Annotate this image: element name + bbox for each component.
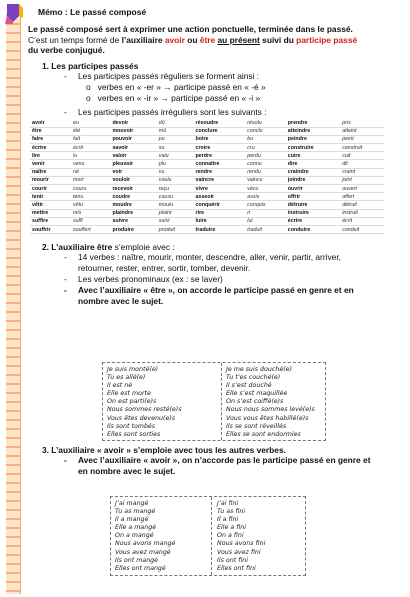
example-line: Elle a fini <box>217 524 247 532</box>
infinitive-cell: conduire <box>286 225 340 233</box>
table-row <box>30 152 384 160</box>
participle-cell: cousu <box>157 193 194 201</box>
participle-cell: conquis <box>245 201 286 209</box>
section-1-heading: 1. Les participes passés <box>42 60 139 71</box>
example-line: Elles ont fini <box>217 564 256 572</box>
example-line: Il est né <box>107 382 133 390</box>
participle-cell: plaint <box>157 209 194 217</box>
participle-cell: bu <box>245 135 286 143</box>
participle-cell: mort <box>71 176 110 184</box>
participle-cell: fait <box>71 135 110 143</box>
participle-cell: vaincu <box>245 176 286 184</box>
etre-verbs-list: - 14 verbes : naître, mourir, monter, descendre, aller, venir, partir, arriver, retourner, rester, entrer, sortir, tomber, devenir. <box>64 252 341 274</box>
example-line: Je suis monté(e) <box>107 366 159 373</box>
infinitive-cell: venir <box>30 160 71 168</box>
intro-line-2: C’est un temps formé de l’auxiliaire avoir ou être au présent suivi du participe passé <box>28 34 358 45</box>
example-line: Tu as mangé <box>115 508 156 516</box>
participle-cell: lu <box>71 152 110 160</box>
table-row <box>30 144 384 152</box>
participle-cell: mû <box>157 127 194 135</box>
participle-cell: peint <box>340 135 384 143</box>
infinitive-cell: instruire <box>286 209 340 217</box>
infinitive-cell: vaincre <box>194 176 246 184</box>
infinitive-cell: connaître <box>194 160 246 168</box>
infinitive-cell: suffire <box>30 217 71 225</box>
infinitive-cell: détruire <box>286 201 340 209</box>
example-line: On a fini <box>217 532 244 540</box>
infinitive-cell: rire <box>194 209 246 217</box>
infinitive-cell: craindre <box>286 168 340 176</box>
table-row <box>30 209 384 217</box>
example-line: J’ai fini <box>217 500 239 507</box>
example-line: Elles sont sorties <box>107 430 161 438</box>
participle-cell: souffert <box>71 225 110 233</box>
table-row <box>30 185 384 193</box>
example-line: J’ai mangé <box>115 500 149 507</box>
participle-cell: pris <box>340 120 384 128</box>
participle-cell: atteint <box>340 127 384 135</box>
table-row <box>30 217 384 225</box>
infinitive-cell: mouvoir <box>110 127 156 135</box>
infinitive-cell: être <box>30 127 71 135</box>
infinitive-cell: cuire <box>286 152 340 160</box>
example-line: Ils se sont réveillés <box>226 422 287 430</box>
example-line: Il a fini <box>217 516 239 524</box>
participle-cell: écrit <box>340 217 384 225</box>
etre-examples-box <box>102 362 326 441</box>
participle-cell: détruit <box>340 201 384 209</box>
participle-cell: conclu <box>245 127 286 135</box>
infinitive-cell: souffrir <box>30 225 71 233</box>
infinitive-cell: résoudre <box>194 120 246 128</box>
participle-cell: dit <box>340 160 384 168</box>
participle-cell: dû <box>157 120 194 128</box>
example-line: Ils ont fini <box>217 556 249 564</box>
example-line: On a mangé <box>115 532 154 540</box>
infinitive-cell: pleuvoir <box>110 160 156 168</box>
regular-intro: - Les participes passés réguliers se forment ainsi : <box>64 70 260 81</box>
participle-cell: résolu <box>245 120 286 128</box>
infinitive-cell: construire <box>286 144 340 152</box>
infinitive-cell: mettre <box>30 209 71 217</box>
participle-cell: vécu <box>245 185 286 193</box>
infinitive-cell: dire <box>286 160 340 168</box>
infinitive-cell: faire <box>30 135 71 143</box>
table-row <box>30 127 384 135</box>
infinitive-cell: lire <box>30 152 71 160</box>
example-line: Elle a mangé <box>115 524 157 532</box>
participle-cell: ri <box>245 209 286 217</box>
participle-cell: couru <box>71 185 110 193</box>
infinitive-cell: naître <box>30 168 71 176</box>
infinitive-cell: valoir <box>110 152 156 160</box>
table-row <box>30 135 384 143</box>
infinitive-cell: peindre <box>286 135 340 143</box>
irregular-intro: - Les participes passés irréguliers sont les suivants : <box>64 106 267 117</box>
section-2-heading: 2. L’auxiliaire être s’emploie avec : <box>42 242 175 253</box>
pronominal-verbs: - Les verbes pronominaux (ex : se laver) <box>64 274 223 285</box>
infinitive-cell: conquérir <box>194 201 246 209</box>
table-row <box>30 193 384 201</box>
infinitive-cell: conclure <box>194 127 246 135</box>
infinitive-cell: mourir <box>30 176 71 184</box>
participle-cell: été <box>71 127 110 135</box>
infinitive-cell: asseoir <box>194 193 246 201</box>
example-line: Il a mangé <box>115 516 149 524</box>
participle-cell: traduit <box>245 225 286 233</box>
participle-cell: cuit <box>340 152 384 160</box>
participle-cell: moulu <box>157 201 194 209</box>
regular-ir-rule: o verbes en « -ir » → participe passé en « -i » <box>86 92 261 103</box>
example-line: Elle s’est maquillée <box>226 390 288 398</box>
avoir-examples-left <box>115 500 175 573</box>
example-line: Je me suis douché(e) <box>226 366 293 373</box>
example-line: Nous sommes resté(e)s <box>107 406 182 414</box>
example-line: Tu t’es couché(e) <box>226 374 281 382</box>
participle-cell: venu <box>71 160 110 168</box>
participle-cell: tenu <box>71 193 110 201</box>
table-row <box>30 160 384 168</box>
participle-cell: ouvert <box>340 185 384 193</box>
infinitive-cell: savoir <box>110 144 156 152</box>
participle-cell: suffi <box>71 217 110 225</box>
infinitive-cell: atteindre <box>286 127 340 135</box>
avoir-examples-right <box>217 500 265 573</box>
infinitive-cell: rendre <box>194 168 246 176</box>
example-line: On est parti(e)s <box>107 398 157 406</box>
infinitive-cell: joindre <box>286 176 340 184</box>
example-line: On s’est coiffé(e)s <box>226 398 284 406</box>
infinitive-cell: luire <box>194 217 246 225</box>
participle-cell: produit <box>157 225 194 233</box>
participle-cell: rendu <box>245 168 286 176</box>
example-line: Il s’est douché <box>226 382 272 390</box>
example-line: Elles se sont endormies <box>226 430 301 438</box>
participle-cell: suivi <box>157 217 194 225</box>
table-row <box>30 168 384 176</box>
etre-agreement-rule: - Avec l’auxiliaire « être », on accorde le participe passé en genre et en nombre avec le sujet. <box>64 285 354 307</box>
infinitive-cell: courir <box>30 185 71 193</box>
example-line: Ils ont mangé <box>115 556 159 564</box>
participle-cell: instruit <box>340 209 384 217</box>
participle-cell: lui <box>245 217 286 225</box>
infinitive-cell: suivre <box>110 217 156 225</box>
participle-cell: assis <box>245 193 286 201</box>
infinitive-cell: écrire <box>30 144 71 152</box>
participle-cell: joint <box>340 176 384 184</box>
participle-cell: vêtu <box>71 201 110 209</box>
memo-title: Mémo : Le passé composé <box>38 7 147 17</box>
infinitive-cell: prendre <box>286 120 340 128</box>
participle-cell: reçu <box>157 185 194 193</box>
participle-cell: né <box>71 168 110 176</box>
example-line: Nous nous sommes levé(e)s <box>226 406 315 414</box>
infinitive-cell: coudre <box>110 193 156 201</box>
section-3-heading: 3. L’auxiliaire « avoir » s’emploie avec tous les autres verbes. <box>42 445 286 455</box>
infinitive-cell: croire <box>194 144 246 152</box>
infinitive-cell: perdre <box>194 152 246 160</box>
infinitive-cell: recevoir <box>110 185 156 193</box>
example-line: Vous avez fini <box>217 548 261 556</box>
intro-line-1: Le passé composé sert à exprimer une action ponctuelle, terminée dans le passé. <box>28 24 353 34</box>
participle-cell: construit <box>340 144 384 152</box>
infinitive-cell: plaindre <box>110 209 156 217</box>
infinitive-cell: offrir <box>286 193 340 201</box>
infinitive-cell: voir <box>110 168 156 176</box>
example-line: Tu as fini <box>217 508 246 516</box>
irregular-participles-table <box>30 120 384 235</box>
example-line: Tu es allé(e) <box>107 374 146 382</box>
infinitive-cell: ouvrir <box>286 185 340 193</box>
participle-cell: voulu <box>157 176 194 184</box>
infinitive-cell: devoir <box>110 120 156 128</box>
pencil-icon <box>3 2 25 24</box>
regular-er-rule: o verbes en « -er » → participe passé en « -é » <box>86 81 266 92</box>
infinitive-cell: produire <box>110 225 156 233</box>
participle-cell: craint <box>340 168 384 176</box>
infinitive-cell: écrire <box>286 217 340 225</box>
table-row <box>30 120 384 128</box>
infinitive-cell: traduire <box>194 225 246 233</box>
participle-cell: écrit <box>71 144 110 152</box>
infinitive-cell: vouloir <box>110 176 156 184</box>
example-line: Vous vous êtes habillé(e)s <box>226 414 309 422</box>
participle-cell: perdu <box>245 152 286 160</box>
ruler-strip <box>6 14 21 594</box>
example-line: Nous avons mangé <box>115 540 176 548</box>
infinitive-cell: vivre <box>194 185 246 193</box>
infinitive-cell: moudre <box>110 201 156 209</box>
participle-cell: su <box>157 144 194 152</box>
example-line: Nous avons fini <box>217 540 266 548</box>
table-row <box>30 176 384 184</box>
participle-cell: mis <box>71 209 110 217</box>
infinitive-cell: boire <box>194 135 246 143</box>
participle-cell: cru <box>245 144 286 152</box>
infinitive-cell: vêtir <box>30 201 71 209</box>
table-row <box>30 201 384 209</box>
participle-cell: valu <box>157 152 194 160</box>
memo-content <box>26 0 404 307</box>
participle-cell: plu <box>157 160 194 168</box>
example-line: Vous êtes devenu(e)s <box>107 414 176 422</box>
example-line: Elle est morte <box>107 390 151 398</box>
intro-paragraph <box>28 24 404 56</box>
avoir-examples-box <box>110 496 306 576</box>
participle-cell: conduit <box>340 225 384 233</box>
participle-cell: pu <box>157 135 194 143</box>
etre-examples-left <box>107 366 182 439</box>
section-3 <box>26 445 404 477</box>
participle-cell: connu <box>245 160 286 168</box>
example-line: Vous avez mangé <box>115 548 171 556</box>
intro-line-3: du verbe conjugué. <box>28 45 105 55</box>
participle-cell: eu <box>71 120 110 128</box>
infinitive-cell: avoir <box>30 120 71 128</box>
example-line: Ils sont tombés <box>107 422 156 430</box>
avoir-agreement-rule: - Avec l’auxiliaire « avoir », on n’accorde pas le participe passé en genre et en nombre avec le sujet. <box>64 455 371 476</box>
participle-cell: vu <box>157 168 194 176</box>
infinitive-cell: tenir <box>30 193 71 201</box>
infinitive-cell: pouvoir <box>110 135 156 143</box>
example-line: Elles ont mangé <box>115 564 166 572</box>
table-row <box>30 225 384 233</box>
participle-cell: offert <box>340 193 384 201</box>
etre-examples-right <box>226 366 315 439</box>
